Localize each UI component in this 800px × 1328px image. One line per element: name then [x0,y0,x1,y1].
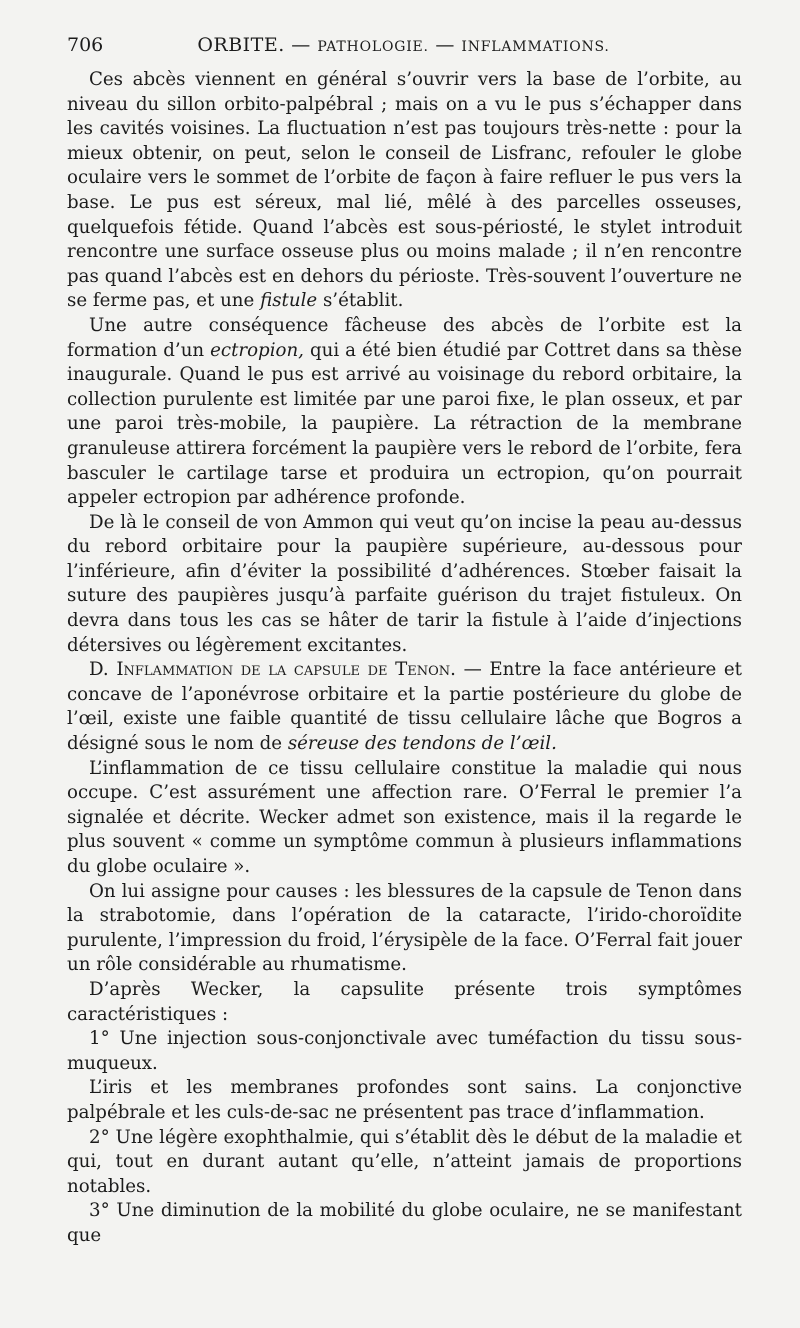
paragraph [67,68,742,314]
section-heading: D. Inflammation de la capsule de Tenon. [89,659,456,681]
page-number: 706 [67,34,104,56]
list-item: 1° Une injection sous-conjonctivale avec tuméfaction du tissu sous-muqueux. [67,1028,742,1074]
paragraph-text: Ces abcès viennent en général s’ouvrir vers la base de l’orbite, au niveau du sillon orbito-palpébral ; mais on a vu le pus s’échapper dans les cavités voisines. La fluctuation n’est pas toujours très-nette : pour la mieux obtenir, on peut, selon le conseil de Lisfranc, refouler le globe oculaire vers le sommet de l’orbite de façon à faire refluer le pus vers la base. Le pus est séreux, mal lié, mêlé à des parcelles osseuses, quelquefois fétide. Quand l’abcès est sous-périosté, le stylet introduit rencontre une surface osseuse plus ou moins malade ; il n’en rencontre pas quand l’abcès est en dehors du périoste. Très-souvent l’ouverture ne se ferme pas, et une [67,69,742,312]
paragraph: De là le conseil de von Ammon qui veut qu’on incise la peau au-dessus du rebord orbitaire pour la paupière supérieure, au-dessous pour l’inférieure, afin d’éviter la possibilité d’adhérences. Stœber faisait la suture des paupières jusqu’à parfaite guérison du trajet fistuleux. On devra dans tous les cas se hâter de tarir la fistule à l’aide d’injections détersives ou légèrement excitantes. [67,511,742,656]
body-text [67,68,742,1249]
list-item: 2° Une légère exophthalmie, qui s’établit dès le début de la maladie et qui, tout en durant autant qu’elle, n’atteint jamais de proportions notables. [67,1126,742,1197]
running-head-section: PATHOLOGIE. [317,39,429,55]
emphasis: séreuse des tendons de l’œil. [287,733,557,755]
paragraph-text: qui a été bien étudié par Cottret dans sa thèse inaugurale. Quand le pus est arrivé au voisinage du rebord orbitaire, la collection purulente est limitée par une paroi fixe, le plan osseux, et par une paroi très-mobile, la paupière. La rétraction de la membrane granuleuse attirera forcément la paupière vers le rebord de l’orbite, fera basculer le cartilage tarse et produira un ectropion, qu’on pourrait appeler ectropion par adhérence profonde. [67,339,742,509]
emphasis: ectropion, [210,339,304,361]
paragraph: L’iris et les membranes profondes sont sains. La conjonctive palpébrale et les culs-de-sac ne présentent pas trace d’inflammation. [67,1077,742,1123]
paragraph: D’après Wecker, la capsulite présente trois symptômes caractéristiques : [67,978,742,1025]
running-head-subsection: INFLAMMATIONS. [461,39,610,55]
running-head-separator: — [428,34,462,56]
paragraph-text: s’établit. [317,290,404,312]
paragraph-text: Une autre conséquence fâcheuse des abcès de l’orbite est la formation d’un [67,314,742,361]
list-item: 3° Une diminution de la mobilité du globe oculaire, ne se manifestant que [67,1200,742,1246]
paragraph-text: — Entre la face antérieure et concave de l’aponévrose orbitaire et la partie postérieure du globe de l’œil, existe une faible quantité de tissu cellulaire lâche que Bogros a désigné sous le nom de [67,659,742,755]
paragraph: L’inflammation de ce tissu cellulaire constitue la maladie qui nous occupe. C’est assurément une affection rare. O’Ferral le premier l’a signalée et décrite. Wecker admet son existence, mais il la regarde le plus souvent « comme un symptôme commun à plusieurs inflammations du globe oculaire ». [67,757,742,877]
section-paragraph [67,658,742,756]
page-header [67,34,740,64]
running-head-separator: — [284,34,318,56]
paragraph [67,314,742,511]
running-head-title: ORBITE. [197,34,285,56]
running-head [67,34,740,56]
emphasis: fistule [260,290,318,312]
paragraph: On lui assigne pour causes : les blessures de la capsule de Tenon dans la strabotomie, dans l’opération de la cataracte, l’irido-choroïdite purulente, l’impression du froid, l’érysipèle de la face. O’Ferral fait jouer un rôle considérable au rhumatisme. [67,880,742,976]
